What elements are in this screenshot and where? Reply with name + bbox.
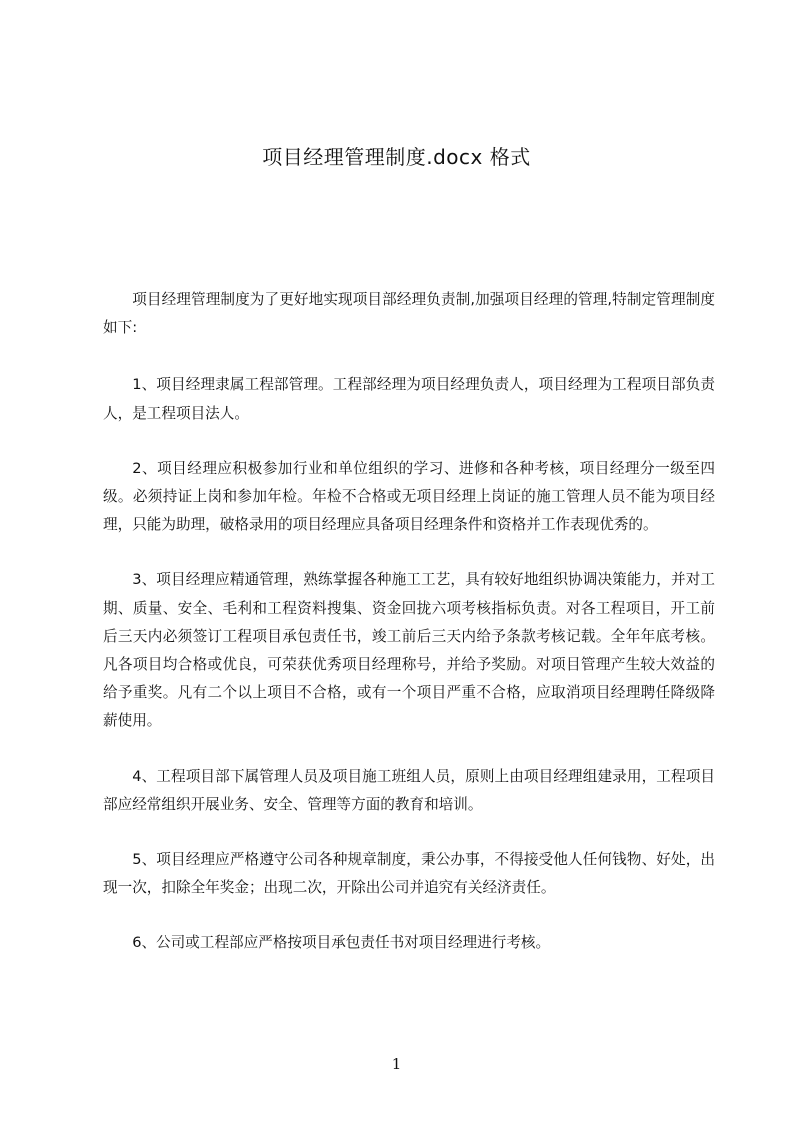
rule-paragraph-1: 1、项目经理隶属工程部管理。工程部经理为项目经理负责人，项目经理为工程项目部负责人，是工程项目法人。 [103,376,715,422]
page-number: 1 [391,1055,402,1073]
rule-paragraph-5: 5、项目经理应严格遵守公司各种规章制度，秉公办事，不得接受他人任何钱物、好处，出现一次，扣除全年奖金；出现二次，开除出公司并追究有关经济责任。 [103,851,715,897]
rule-paragraph-3: 3、项目经理应精通管理，熟练掌握各种施工工艺，具有较好地组织协调决策能力，并对工期、质量、安全、毛利和工程资料搜集、资金回拢六项考核指标负责。对各工程项目，开工前后三天内必须签订工程项目承包责任书，竣工前后三天内给予条款考核记载。全年年底考核。凡各项目均合格或优良，可荣获优秀项目经理称号，并给予奖励。对项目管理产生较大效益的给予重奖。凡有二个以上项目不合格，或有一个项目严重不合格，应取消项目经理聘任降级降薪使用。 [103,571,715,730]
document-body [103,286,715,985]
intro-paragraph: 项目经理管理制度为了更好地实现项目部经理负责制,加强项目经理的管理,特制定管理制度如下: [103,291,715,337]
rule-paragraph-2: 2、项目经理应积极参加行业和单位组织的学习、进修和各种考核，项目经理分一级至四级。必须持证上岗和参加年检。年检不合格或无项目经理上岗证的施工管理人员不能为项目经理，只能为助理，破格录用的项目经理应具备项目经理条件和资格并工作表现优秀的。 [103,459,715,534]
rule-paragraph-6: 6、公司或工程部应严格按项目承包责任书对项目经理进行考核。 [132,934,551,952]
rule-paragraph-4: 4、工程项目部下属管理人员及项目施工班组人员，原则上由项目经理组建录用，工程项目部应经常组织开展业务、安全、管理等方面的教育和培训。 [103,767,715,813]
document-title: 项目经理管理制度.docx 格式 [262,145,531,169]
